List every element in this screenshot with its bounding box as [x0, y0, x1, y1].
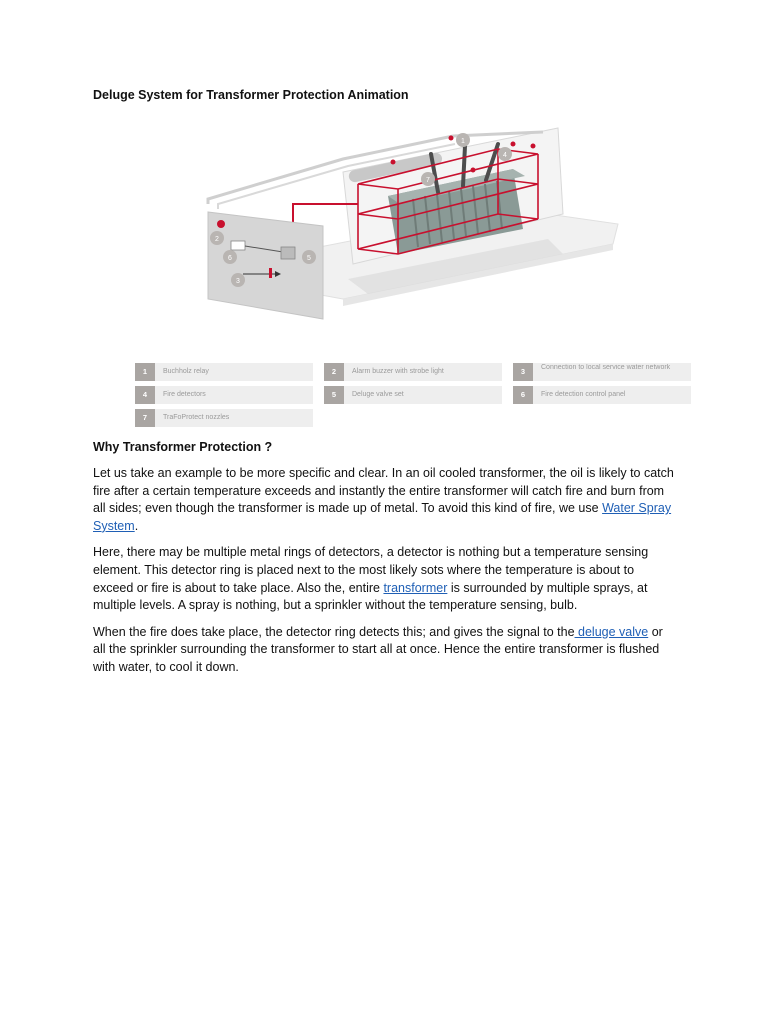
transformer-diagram [93, 114, 675, 359]
deluge-valve-link[interactable]: deluge valve [574, 624, 649, 639]
legend-item [513, 386, 691, 404]
svg-text:5: 5 [307, 255, 311, 262]
legend-label: Alarm buzzer with strobe light [352, 368, 444, 375]
legend-item [324, 363, 502, 381]
figure-legend [135, 363, 675, 433]
legend-label: Deluge valve set [352, 391, 404, 398]
paragraph-text: Here, there may be multiple metal rings of detectors, a detector is nothing but a temperature sensing element. This detector ring is placed next to the most likely sots where the temperature is about to exceed or fire is about to take place. Also the, entire [93, 545, 649, 595]
paragraph-text: is surrounded by multiple sprays, at multiple levels. A spray is nothing, but a sprinkler without the temperature sensing, bulb. [93, 580, 648, 613]
legend-item [135, 363, 313, 381]
control-wall [208, 212, 323, 319]
legend-number: 4 [135, 386, 155, 404]
legend-item [135, 386, 313, 404]
legend-label: Fire detectors [163, 391, 206, 398]
legend-label: TraFoProtect nozzles [163, 414, 230, 421]
legend-number: 6 [513, 386, 533, 404]
legend-number: 5 [324, 386, 344, 404]
legend-number: 2 [324, 363, 344, 381]
paragraph-text: . [134, 518, 139, 533]
legend-item [324, 386, 502, 404]
legend-item [513, 363, 691, 381]
control-panel-icon [231, 241, 245, 250]
alarm-buzzer-icon [217, 220, 225, 228]
paragraph-1 [93, 465, 675, 535]
transformer-link[interactable]: transformer [383, 580, 448, 595]
page-title: Deluge System for Transformer Protection Animation [93, 88, 409, 102]
paragraph-3 [93, 624, 675, 677]
water-spray-system-link[interactable]: Water Spray System [93, 501, 672, 533]
legend-number: 3 [513, 363, 533, 381]
document-body [93, 87, 675, 677]
deluge-system-figure [93, 114, 675, 432]
legend-number: 1 [135, 363, 155, 381]
supply-valve-icon [269, 268, 272, 278]
deluge-valve-icon [281, 247, 295, 259]
svg-text:1: 1 [461, 138, 465, 145]
svg-text:4: 4 [503, 152, 507, 159]
paragraph-text: or all the sprinkler surrounding the transformer to start all at once. Hence the entire transformer is flushed with water, to cool it down. [93, 624, 663, 674]
paragraph-text: When the fire does take place, the detector ring detects this; and gives the signal to the [93, 624, 575, 639]
svg-text:2: 2 [215, 236, 219, 243]
paragraph-text: Let us take an example to be more specific and clear. In an oil cooled transformer, the oil is likely to catch fire after a certain temperature exceeds and instantly the entire transformer will catch fire and burn from all sides; even though the transformer is made up of metal. To avoid this kind of fire, we use [93, 466, 674, 516]
section-heading: Why Transformer Protection ? [93, 440, 273, 454]
svg-text:6: 6 [228, 255, 232, 262]
paragraph-2 [93, 544, 675, 614]
legend-number: 7 [135, 409, 155, 427]
legend-label: Buchholz relay [163, 368, 209, 375]
legend-label: Connection to local service water network [541, 364, 671, 371]
svg-text:7: 7 [426, 177, 430, 184]
legend-item [135, 409, 313, 427]
svg-text:3: 3 [236, 278, 240, 285]
legend-label: Fire detection control panel [541, 391, 626, 398]
